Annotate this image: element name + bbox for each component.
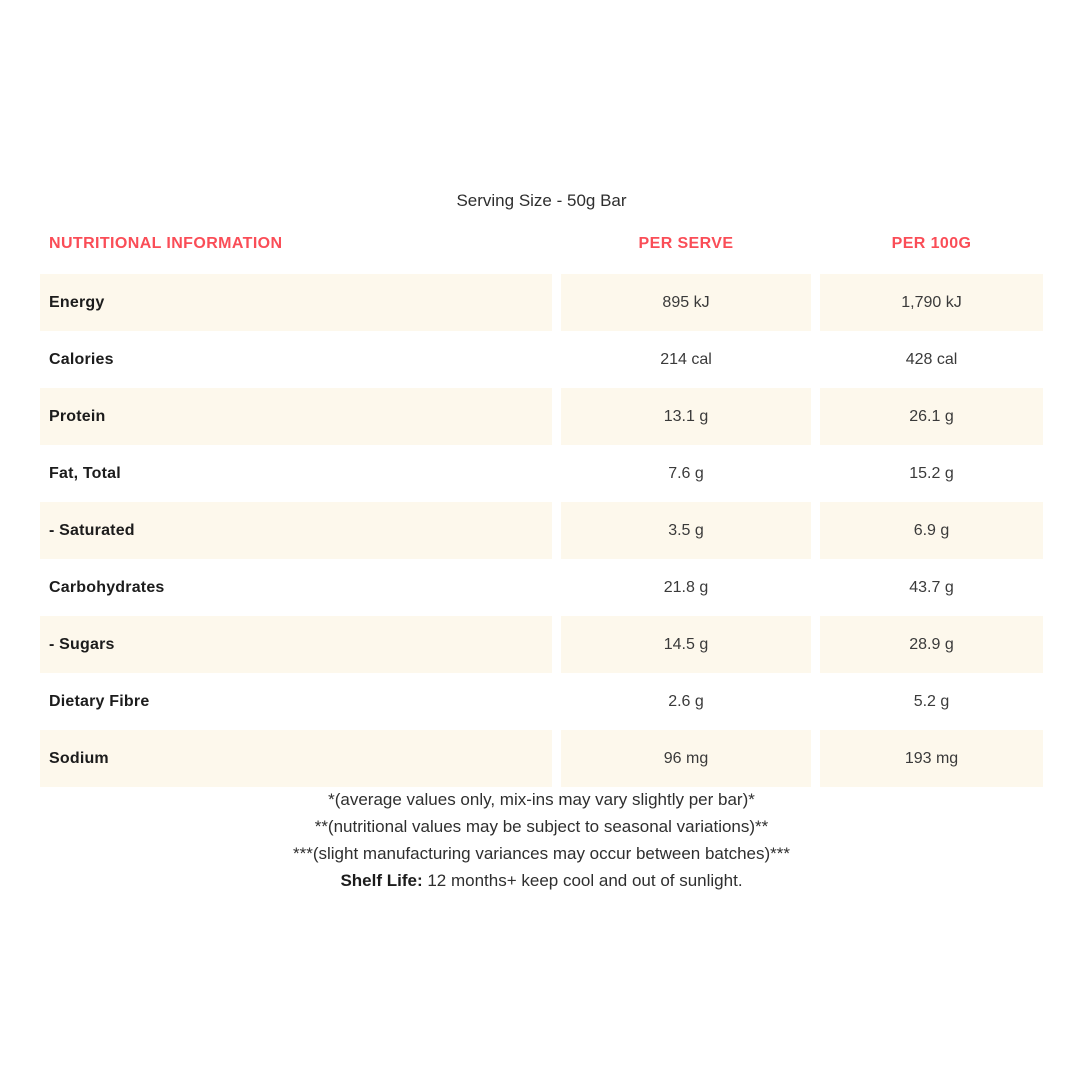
per-serve-value: 3.5 g xyxy=(561,502,811,559)
nutrient-label: Calories xyxy=(49,350,114,368)
nutrient-label: Protein xyxy=(40,388,552,445)
per-serve-value: 21.8 g xyxy=(663,578,709,596)
per-serve-value: 13.1 g xyxy=(561,388,811,445)
footnote-line: **(nutritional values may be subject to seasonal variations)** xyxy=(314,817,769,836)
header-per-100g: PER 100G xyxy=(891,235,972,252)
table-header-row xyxy=(40,233,1043,255)
per-100g-value: 1,790 kJ xyxy=(820,274,1043,331)
table-row xyxy=(40,559,1043,616)
nutrient-label: Fat, Total xyxy=(49,464,121,482)
table-row xyxy=(40,673,1043,730)
nutrient-label: Energy xyxy=(40,274,552,331)
per-100g-value: 15.2 g xyxy=(909,464,954,482)
per-100g-value: 26.1 g xyxy=(820,388,1043,445)
nutrient-label: Dietary Fibre xyxy=(49,692,150,710)
table-row xyxy=(40,730,1043,787)
per-serve-value: 895 kJ xyxy=(561,274,811,331)
per-100g-value: 193 mg xyxy=(820,730,1043,787)
nutrient-label: - Sugars xyxy=(40,616,552,673)
table-row xyxy=(40,388,1043,445)
per-100g-value: 6.9 g xyxy=(820,502,1043,559)
per-100g-value: 5.2 g xyxy=(913,692,950,710)
per-serve-value: 96 mg xyxy=(561,730,811,787)
footnotes xyxy=(40,786,1043,894)
footnote-line: ***(slight manufacturing variances may occur between batches)*** xyxy=(292,844,791,863)
table-row xyxy=(40,331,1043,388)
per-100g-value: 43.7 g xyxy=(909,578,954,596)
per-serve-value: 7.6 g xyxy=(668,464,704,482)
per-serve-value: 14.5 g xyxy=(561,616,811,673)
table-row xyxy=(40,445,1043,502)
shelf-life-label: Shelf Life: xyxy=(340,871,423,890)
per-serve-value: 2.6 g xyxy=(668,692,704,710)
per-serve-value: 214 cal xyxy=(660,350,712,368)
shelf-life-line xyxy=(40,867,1043,894)
per-100g-value: 28.9 g xyxy=(820,616,1043,673)
nutrient-label: - Saturated xyxy=(40,502,552,559)
nutrient-label: Sodium xyxy=(40,730,552,787)
serving-size-text: Serving Size - 50g Bar xyxy=(456,191,627,210)
table-row xyxy=(40,274,1043,331)
table-row xyxy=(40,616,1043,673)
table-row xyxy=(40,502,1043,559)
footnote-line: *(average values only, mix-ins may vary slightly per bar)* xyxy=(328,790,755,809)
header-nutritional-information: NUTRITIONAL INFORMATION xyxy=(49,235,283,252)
per-100g-value: 428 cal xyxy=(905,350,958,368)
nutrient-label: Carbohydrates xyxy=(49,578,165,596)
header-per-serve: PER SERVE xyxy=(638,235,734,252)
shelf-life-text: 12 months+ keep cool and out of sunlight. xyxy=(422,871,743,890)
nutrition-table xyxy=(40,233,1043,787)
